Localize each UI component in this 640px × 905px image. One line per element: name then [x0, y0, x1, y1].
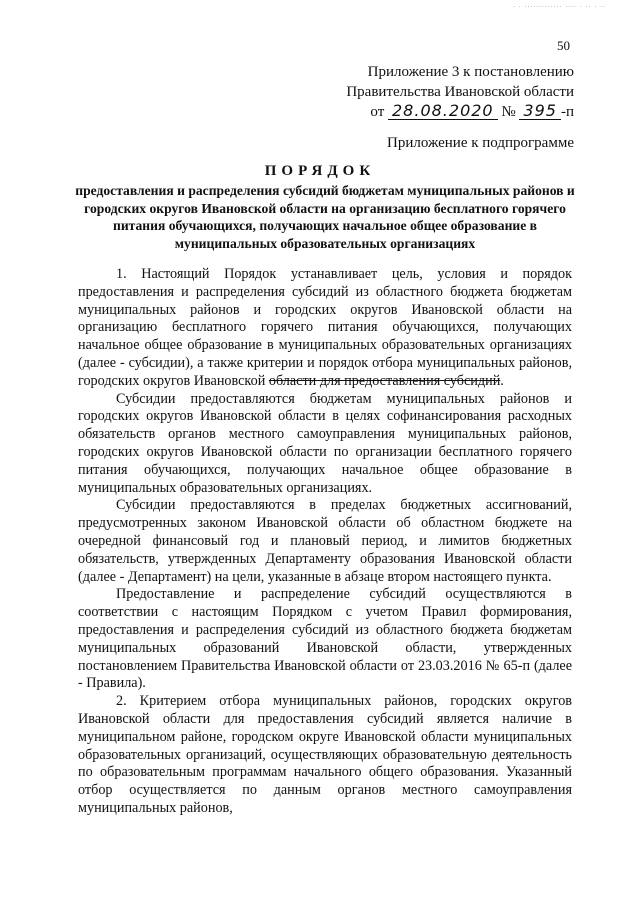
- handwritten-number: 395: [519, 103, 561, 120]
- paragraph-5: 2. Критерием отбора муниципальных районов, городских округов Ивановской области для предоставления субсидий является наличие в муниципальном районе, городском округе Ивановской области муниципальных образовательных организаций, осуществляющих образовательную деятельность по образовательным программам начального общего образования. Указанный отбор осуществляется по данным органов местного самоуправления муниципальных районов,: [78, 693, 572, 816]
- paragraph-1-main: 1. Настоящий Порядок устанавливает цель, условия и порядок предоставления и распределения субсидий из областного бюджета бюджетам муниципальных районов и городских округов Ивановской области на организацию бесплатного горячего питания обучающихся, получающих начальное общее образование в муниципальных образовательных организациях (далее - субсидии), а также критерии и порядок отбора муниципальных районов, городских округов Ивановской: [78, 266, 572, 389]
- paragraph-3: Субсидии предоставляются в пределах бюджетных ассигнований, предусмотренных законом Ивановской области об областном бюджете на очередной финансовый год и плановый период, и лимитов бюджетных обязательств, утвержденных Департаменту образования Ивановской области (далее - Департамент) на цели, указанные в абзаце втором настоящего пункта.: [78, 497, 572, 585]
- document-body: [78, 266, 572, 818]
- subprogram-label: Приложение к подпрограмме: [386, 135, 574, 151]
- paragraph-1-struck: области для предоставления субсидий: [268, 372, 501, 389]
- appendix-date-number-line: [346, 102, 574, 122]
- number-suffix: -п: [560, 104, 574, 120]
- appendix-line-1: Приложение 3 к постановлению: [367, 64, 574, 80]
- paragraph-1: [78, 266, 572, 391]
- appendix-header: [346, 62, 574, 122]
- number-prefix: №: [501, 104, 516, 120]
- appendix-line-2: Правительства Ивановской области: [346, 84, 574, 100]
- date-prefix: от: [370, 104, 385, 120]
- paragraph-4: Предоставление и распределение субсидий осуществляются в соответствии с настоящим Порядком с учетом Правил формирования, предоставления и распределения субсидий из областного бюджета бюджетам муниципальных образований Ивановской области, утвержденных постановлением Правительства Ивановской области от 23.03.2016 № 65-п (далее - Правила).: [78, 586, 572, 692]
- document-subtitle: предоставления и распределения субсидий бюджетам муниципальных районов и городских округов Ивановской области на организацию бесплатного горячего питания обучающихся, получающих начальное общее образование в муниципальных образовательных организациях: [75, 183, 575, 251]
- paragraph-1-end: .: [500, 372, 504, 389]
- scan-corner-mark: · · ············· ···· · ·· · ··: [512, 4, 606, 11]
- page-number: 50: [557, 38, 570, 53]
- document-title: ПОРЯДОК: [264, 163, 376, 179]
- paragraph-2: Субсидии предоставляются бюджетам муниципальных районов и городских округов Ивановской области в целях софинансирования расходных обязательств органов местного самоуправления муниципальных районов, городских округов Ивановской области по организации бесплатного горячего питания обучающихся, получающих начальное общее образование в муниципальных образовательных организациях.: [78, 390, 572, 496]
- handwritten-date: 28.08.2020: [388, 103, 498, 120]
